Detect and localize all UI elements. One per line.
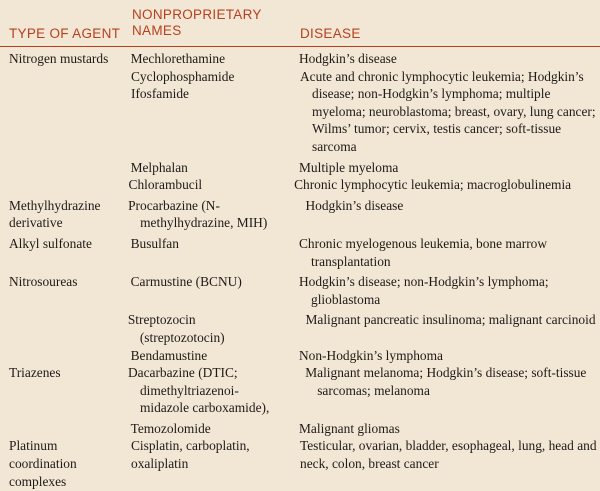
table-row: [0, 235, 600, 270]
type-cell: [0, 176, 129, 194]
name-cell: Melphalan: [130, 159, 188, 175]
disease-cell: Non-Hodgkin’s lymphoma: [299, 347, 443, 363]
type-cell: [0, 68, 131, 156]
type-cell: Nitrosoureas: [9, 274, 78, 290]
header-nonproprietary-names: [132, 7, 292, 39]
type-cell: [0, 347, 131, 365]
name-cell: Cisplatin, carboplatin, oxaliplatin: [131, 438, 250, 472]
type-cell: [0, 311, 128, 346]
name-cell: Temozolomide: [130, 420, 211, 436]
table-row: [0, 197, 600, 232]
type-cell: Nitrogen mustards: [9, 51, 109, 66]
disease-cell: Multiple myeloma: [299, 159, 399, 175]
table-row: [0, 176, 600, 194]
type-cell: [0, 420, 131, 438]
disease-cell: Acute and chronic lymphocytic leukemia; Hodgkin’s disease; non-Hodgkin’s lymphoma; multiple myeloma; neuroblastoma; breast, ovary, lung cancer; Wilms’ tumor; cervix, testis cancer; soft-tissue sarcoma: [300, 68, 596, 154]
disease-cell: Chronic lymphocytic leukemia; macroglobulinemia: [294, 177, 572, 193]
table-header: [0, 0, 600, 46]
disease-cell: Malignant melanoma; Hodgkin’s disease; soft-tissue sarcomas; melanoma: [305, 365, 587, 398]
type-cell: Methylhydrazine derivative: [9, 197, 101, 231]
table-row: [0, 364, 600, 417]
name-cell: Procarbazine (N-methylhydrazine, MIH): [128, 197, 268, 231]
table-row: [0, 273, 600, 308]
name-cell: Mechlorethamine: [130, 51, 226, 66]
table-row: [0, 437, 600, 490]
header-names-text: NONPROPRIETARY NAMES: [132, 7, 262, 38]
disease-cell: Hodgkin’s disease: [299, 51, 397, 66]
header-rule: [0, 46, 600, 47]
disease-cell: Malignant gliomas: [299, 420, 400, 436]
table-row: [0, 50, 600, 68]
table-row: [0, 311, 600, 346]
disease-cell: Testicular, ovarian, bladder, esophageal, lung, head and neck, colon, breast cancer: [300, 438, 597, 472]
name-cell: Chlorambucil: [128, 177, 203, 193]
table-row: [0, 347, 600, 365]
table-row: [0, 68, 600, 156]
name-cell: Carmustine (BCNU): [130, 274, 242, 290]
name-cell: Cyclophosphamide Ifosfamide: [131, 68, 235, 102]
table-row: [0, 420, 600, 438]
header-type-of-agent: TYPE OF AGENT: [9, 26, 121, 41]
table-body: [0, 50, 600, 490]
table-row: [0, 159, 600, 177]
name-cell: Busulfan: [130, 235, 179, 251]
disease-cell: Hodgkin’s disease: [305, 197, 404, 213]
name-cell: Dacarbazine (DTIC; dimethyltriazenoi-midazole carboxamide),: [127, 365, 270, 416]
type-cell: Platinum coordination complexes: [9, 438, 77, 489]
type-cell: Triazenes: [9, 365, 61, 381]
header-disease: DISEASE: [300, 26, 361, 41]
name-cell: Streptozocin (streptozotocin): [127, 312, 225, 345]
name-cell: Bendamustine: [130, 347, 208, 363]
disease-cell: Hodgkin’s disease; non-Hodgkin’s lymphoma; glioblastoma: [299, 274, 549, 307]
disease-cell: Malignant pancreatic insulinoma; malignant carcinoid: [305, 312, 596, 328]
disease-cell: Chronic myelogenous leukemia, bone marrow transplantation: [299, 235, 548, 269]
type-cell: [0, 159, 131, 177]
type-cell: Alkyl sulfonate: [9, 235, 92, 251]
